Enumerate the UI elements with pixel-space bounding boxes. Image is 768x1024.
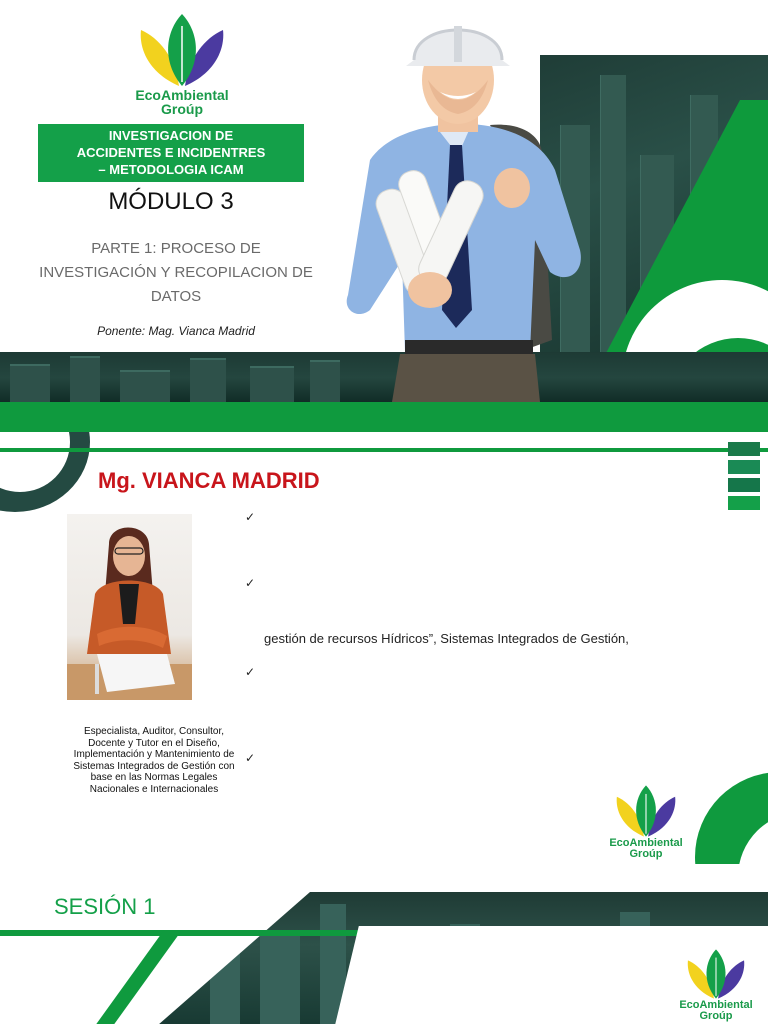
- speaker-portrait: [67, 514, 192, 700]
- logo-name-line1: EcoAmbiental: [679, 999, 753, 1011]
- checkmark-icon: ✓: [245, 510, 256, 524]
- part-subtitle: [28, 237, 324, 309]
- part-subtitle-line: INVESTIGACIÓN Y RECOPILACION DE: [39, 264, 313, 281]
- course-title-box: [38, 124, 304, 182]
- credential-text: gestión de recursos Hídricos”, Sistemas Integrados de Gestión,: [264, 631, 629, 646]
- slide-3-session: [0, 864, 768, 1024]
- logo-name-line2: Groúp: [699, 1010, 733, 1022]
- part-subtitle-line: PARTE 1: PROCESO DE: [91, 240, 261, 257]
- speaker-line: Ponente: Mag. Vianca Madrid: [97, 324, 255, 338]
- course-title-line: INVESTIGACION DE: [108, 128, 234, 143]
- logo-name-line1: EcoAmbiental: [609, 837, 683, 849]
- green-bottom-bar: [0, 402, 768, 432]
- green-top-line: [0, 448, 768, 452]
- logo-name-line2: Groúp: [629, 848, 663, 860]
- leaf-logo-icon: [685, 948, 747, 1000]
- speaker-caption: [40, 726, 268, 795]
- caption-line: Nacionales e Internacionales: [89, 783, 219, 795]
- module-title: MÓDULO 3: [108, 188, 234, 215]
- part-subtitle-line: DATOS: [150, 288, 202, 305]
- session-title: SESIÓN 1: [54, 894, 156, 919]
- checkmark-icon: ✓: [245, 576, 256, 590]
- caption-line: Especialista, Auditor, Consultor,: [83, 726, 225, 737]
- logo-name-line2: Groúp: [161, 101, 203, 117]
- engineer-illustration: [330, 10, 600, 402]
- logo-name-line1: EcoAmbiental: [135, 87, 229, 103]
- ecoambiental-logo: [676, 948, 756, 1022]
- slide-1-cover: [0, 0, 768, 432]
- caption-line: Sistemas Integrados de Gestión con: [73, 760, 235, 772]
- speaker-photo: [67, 514, 192, 700]
- course-title-line: – METODOLOGIA ICAM: [98, 162, 244, 177]
- caption-line: Implementación y Mantenimiento de: [73, 749, 235, 760]
- ecoambiental-logo: [596, 784, 696, 860]
- checkmark-icon: ✓: [245, 751, 256, 765]
- leaf-logo-icon: [614, 784, 678, 838]
- green-stripes-decoration: [728, 442, 760, 514]
- checkmark-icon: ✓: [245, 665, 256, 679]
- speaker-name: Mg. VIANCA MADRID: [98, 468, 320, 493]
- slide-2-speaker-profile: [0, 432, 768, 864]
- caption-line: base en las Normas Legales: [90, 772, 218, 783]
- ecoambiental-logo: [122, 12, 242, 116]
- course-title-line: ACCIDENTES E INCIDENTRES: [76, 145, 266, 160]
- leaf-logo-icon: [137, 12, 227, 88]
- caption-line: Docente y Tutor en el Diseño,: [88, 737, 220, 749]
